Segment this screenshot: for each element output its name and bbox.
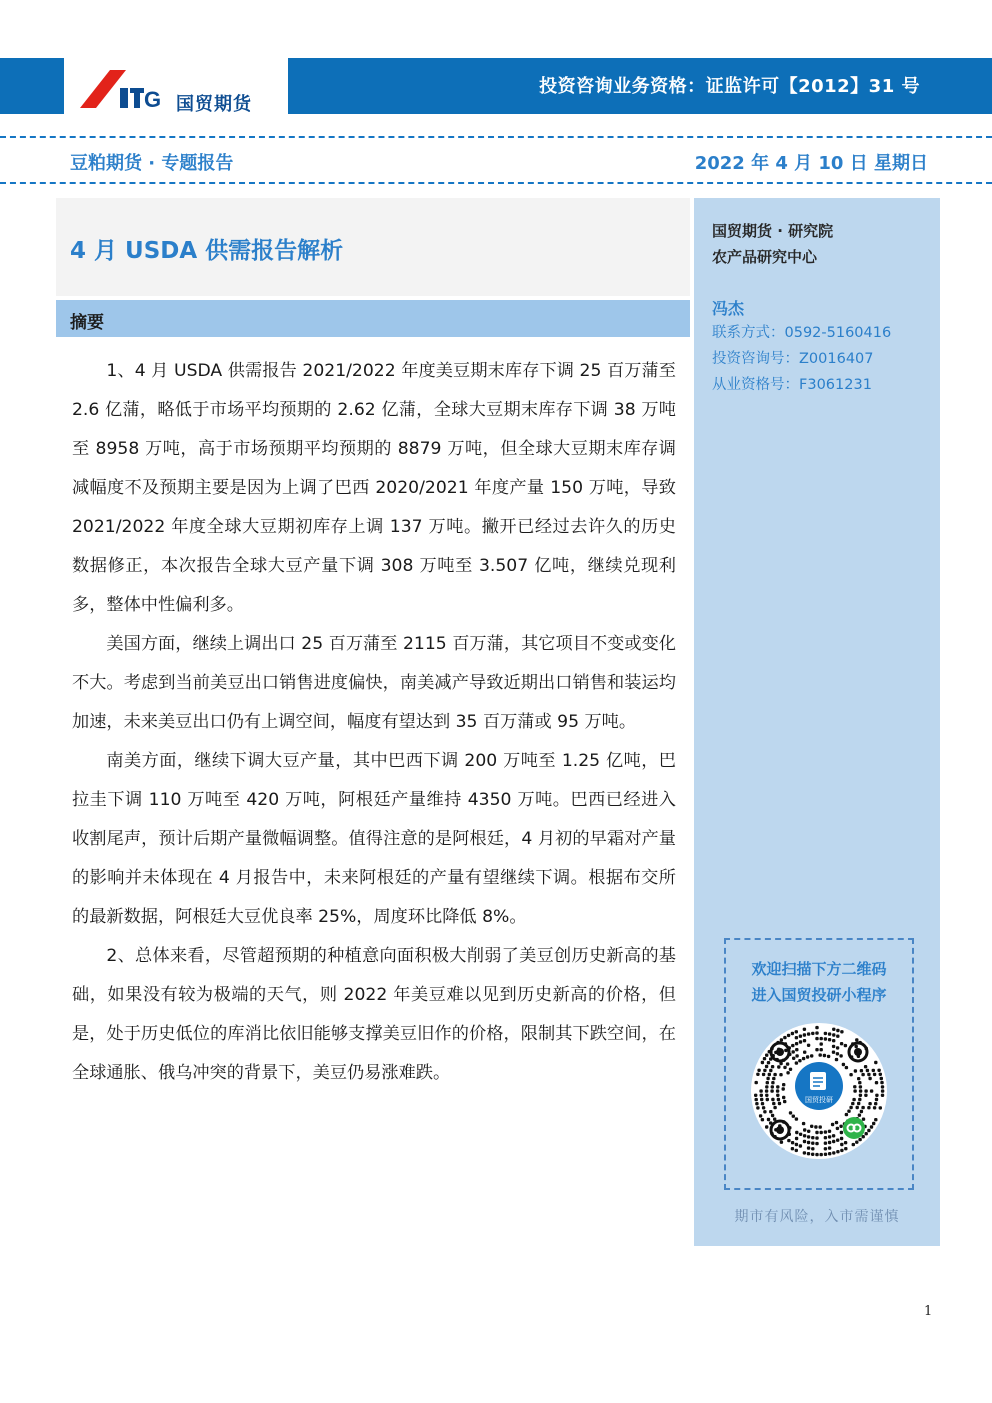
body-paragraph: 1、4 月 USDA 供需报告 2021/2022 年度美豆期末库存下调 25 百万蒲至 2.6 亿蒲，略低于市场平均预期的 2.62 亿蒲，全球大豆期末库存下调 38 万吨至 8958 万吨，高于市场预期平均预期的 8879 万吨，但全球大豆期末库存调减幅度不及预期主要是因为上调了巴西 2020/2021 年度产量 150 万吨，导致 2021/2022 年度全球大豆期初库存上调 137 万吨。撇开已经过去许久的历史数据修正，本次报告全球大豆产量下调 308 万吨至 3.507 亿吨，继续兑现利多，整体中性偏利多。	[72, 361, 676, 615]
qualification-text: 投资咨询业务资格：证监许可【2012】31 号	[539, 76, 920, 97]
logo-text: 国贸期货	[176, 94, 252, 115]
page-number: 1	[924, 1304, 933, 1319]
report-title: 4 月 USDA 供需报告解析	[70, 238, 344, 264]
qr-center-label: 国贸投研	[805, 1096, 833, 1104]
body-paragraph: 2、总体来看，尽管超预期的种植意向面积极大削弱了美豆创历史新高的基础，如果没有较为极端的天气，则 2022 年美豆难以见到历史新高的价格，但是，处于历史低位的库消比依旧能够支撑美豆旧作的价格，限制其下跌空间，在全球通胀、俄乌冲突的背景下，美豆仍易涨难跌。	[72, 946, 676, 1083]
report-category: 豆粕期货 · 专题报告	[70, 153, 234, 174]
qr-promo-box	[724, 938, 914, 1190]
consult-number: 投资咨询号：Z0016407	[712, 351, 874, 367]
divider-bottom	[0, 182, 992, 184]
itg-logo-icon	[80, 68, 144, 110]
sidebar	[694, 198, 940, 1246]
qr-line-2: 进入国贸投研小程序	[751, 986, 887, 1004]
analyst-contact	[712, 320, 891, 398]
body-paragraph: 美国方面，继续上调出口 25 百万蒲至 2115 百万蒲，其它项目不变或变化不大。考虑到当前美豆出口销售进度偏快，南美减产导致近期出口销售和装运均加速，未来美豆出口仍有上调空间，幅度有望达到 35 百万蒲或 95 万吨。	[72, 634, 676, 732]
license-number: 从业资格号：F3061231	[712, 377, 872, 393]
mini-program-qr-icon[interactable]	[750, 1022, 888, 1160]
body-paragraph: 南美方面，继续下调大豆产量，其中巴西下调 200 万吨至 1.25 亿吨，巴拉圭下调 110 万吨至 420 万吨，阿根廷产量维持 4350 万吨。巴西已经进入收割尾声，预计后期产量微幅调整。值得注意的是阿根廷，4 月初的早霜对产量的影响并未体现在 4 月报告中，未来阿根廷的产量有望继续下调。根据布交所的最新数据，阿根廷大豆优良率 25%，周度环比降低 8%。	[72, 751, 676, 927]
qr-line-1: 欢迎扫描下方二维码	[751, 960, 887, 978]
abstract-bar	[56, 300, 690, 337]
risk-notice: 期市有风险，入市需谨慎	[734, 1209, 900, 1225]
report-date: 2022 年 4 月 10 日 星期日	[694, 153, 928, 174]
institute-name: 国贸期货 · 研究院	[712, 222, 834, 240]
contact-phone: 联系方式：0592-5160416	[712, 325, 892, 341]
center-name: 农产品研究中心	[712, 248, 818, 266]
qr-promo-text	[726, 956, 912, 1008]
divider-top	[0, 136, 992, 138]
abstract-label: 摘要	[70, 313, 104, 333]
sidebar-institute	[712, 218, 833, 270]
logo-g-letter: G	[144, 87, 162, 112]
company-logo	[64, 58, 288, 114]
report-body	[72, 352, 676, 1093]
analyst-name: 冯杰	[712, 299, 745, 318]
